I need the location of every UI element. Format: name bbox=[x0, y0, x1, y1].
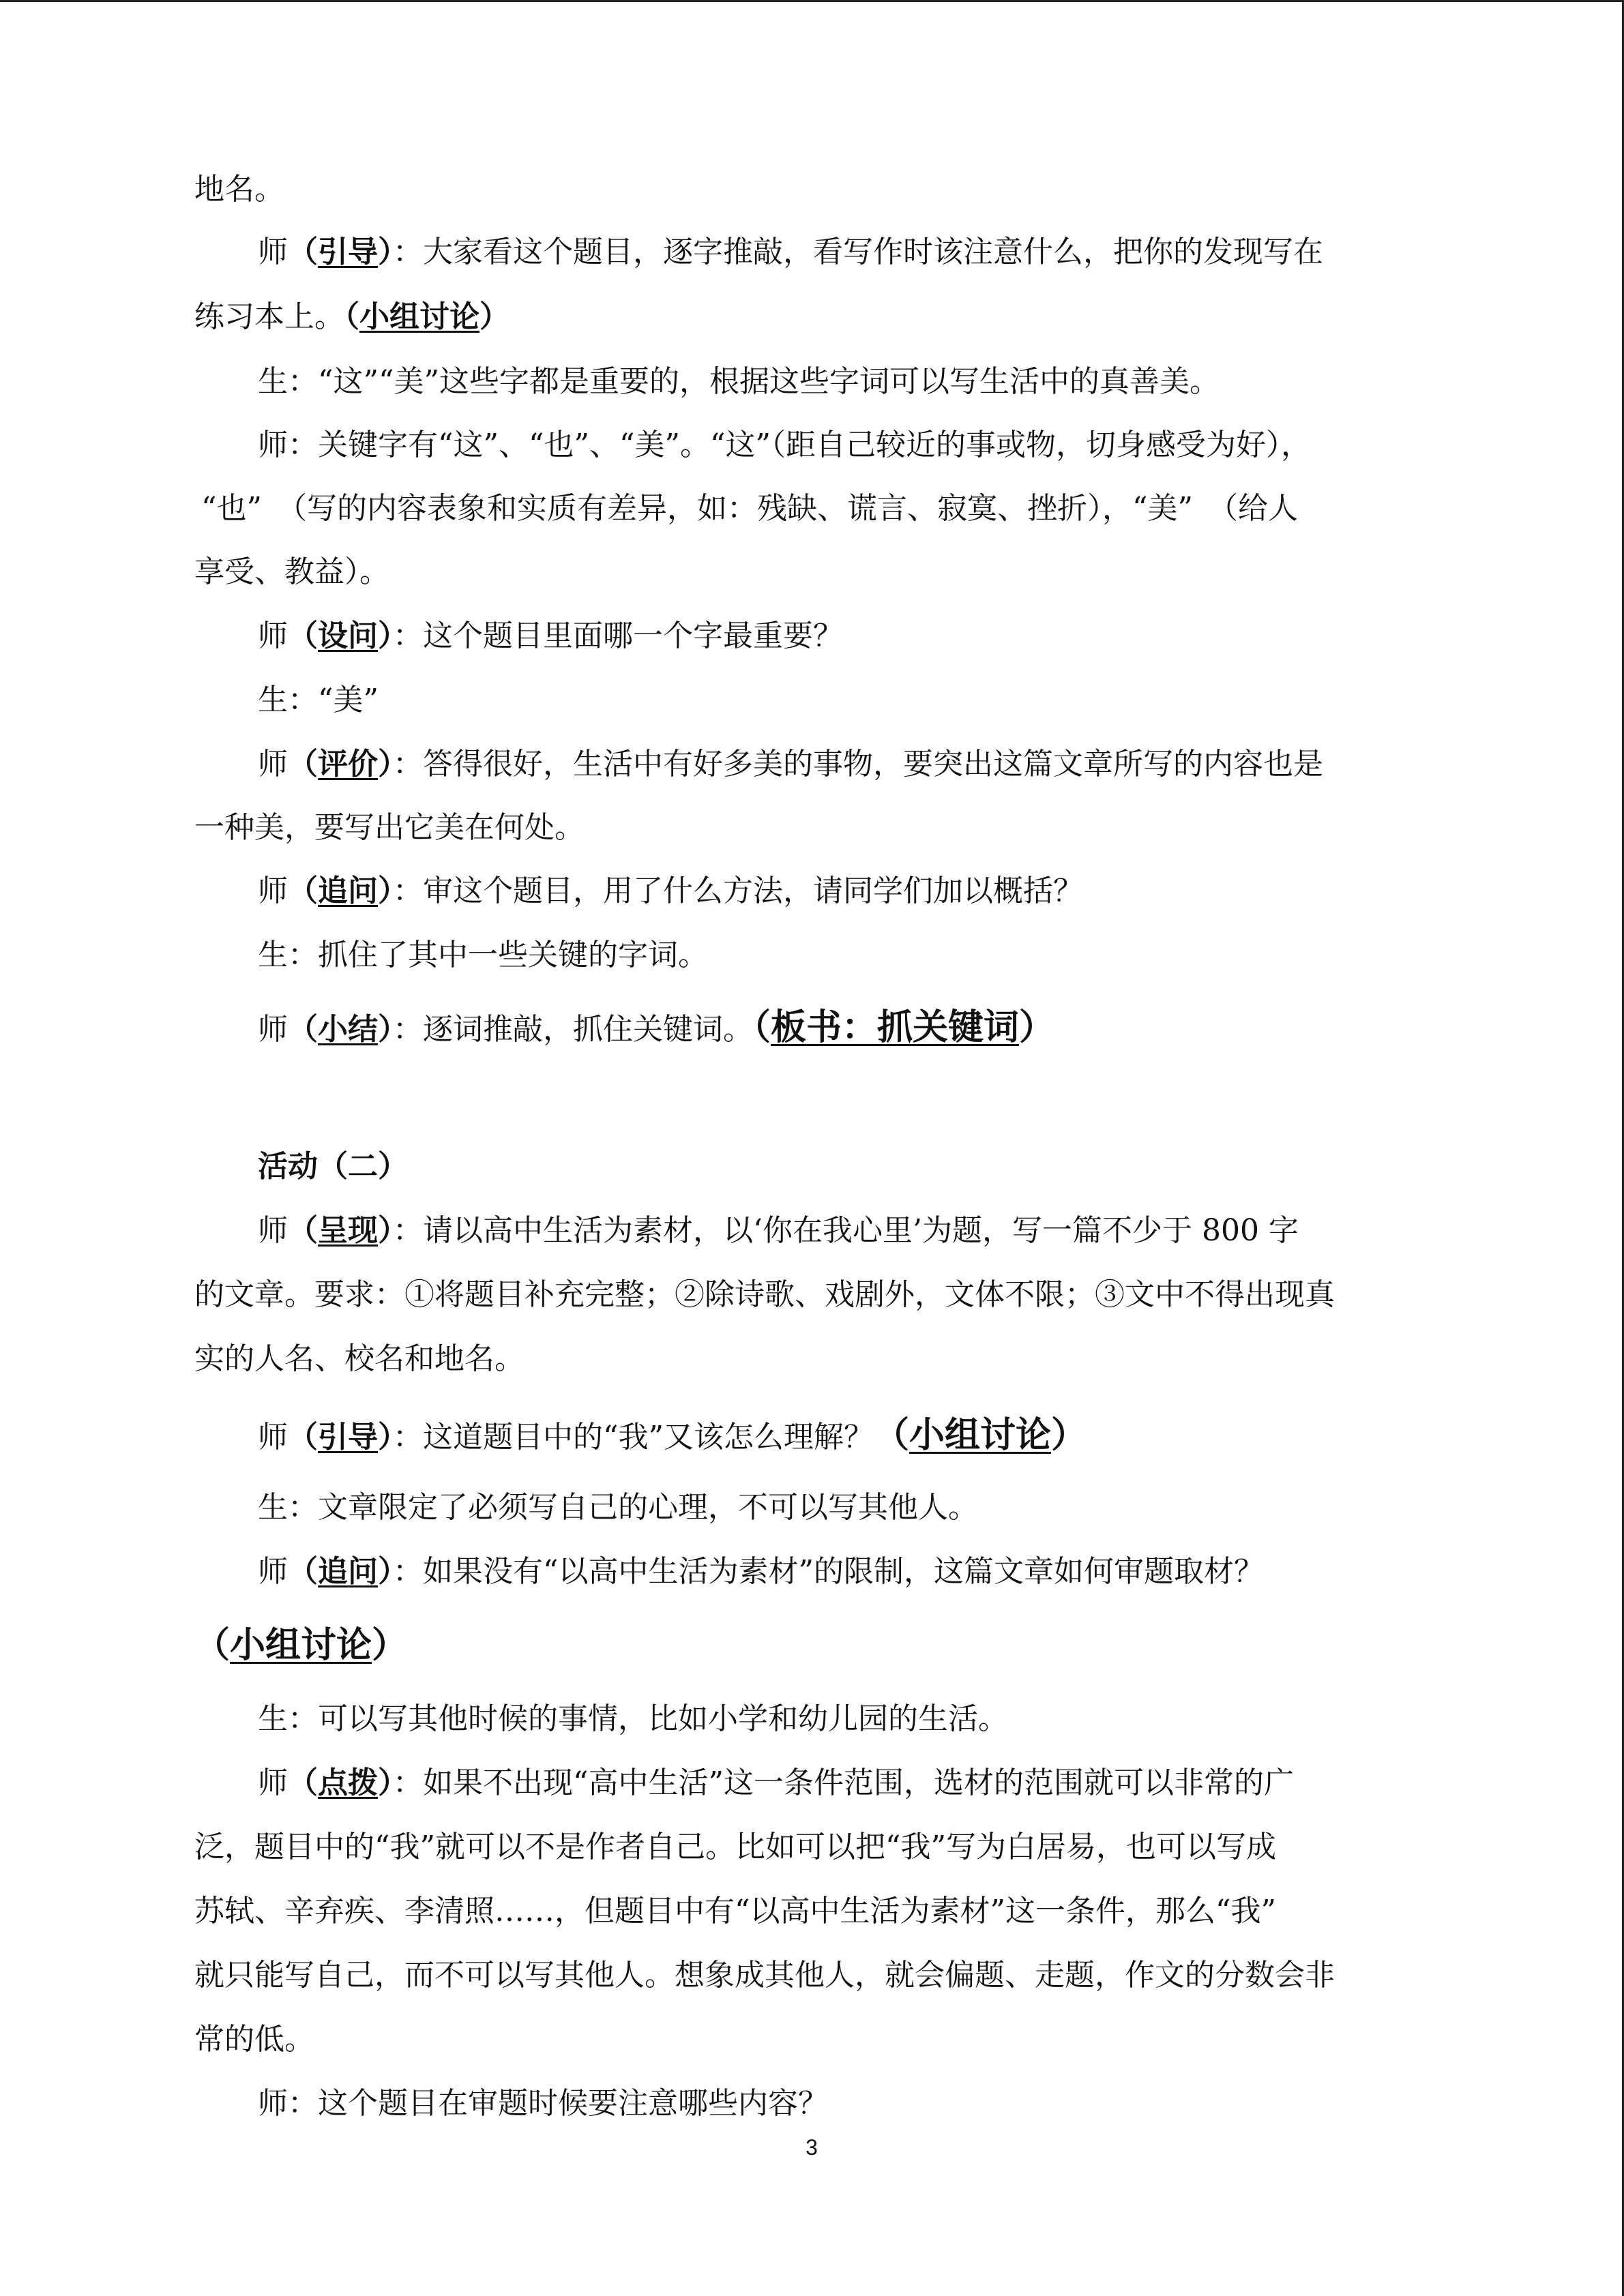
page-number: 3 bbox=[806, 2135, 818, 2160]
tag-hint: 点拨 bbox=[318, 1765, 378, 1800]
tag-present: 呈现 bbox=[318, 1213, 378, 1248]
teacher-line-guide: 师（引导）：这道题目中的“我”又该怎么理解？（小组讨论） bbox=[258, 1414, 1087, 1456]
group-discussion-line: （小组讨论） bbox=[194, 1624, 408, 1666]
text-line: 练习本上。（小组讨论） bbox=[194, 299, 510, 334]
tag-guide: 引导 bbox=[318, 1420, 378, 1455]
teacher-line-guide: 师（引导）：大家看这个题目，逐字推敲，看写作时该注意什么，把你的发现写在 bbox=[258, 235, 1323, 269]
tag-question: 设问 bbox=[318, 618, 378, 653]
tag-followup: 追问 bbox=[318, 874, 378, 908]
tag-group-discussion: 小组讨论 bbox=[909, 1414, 1052, 1456]
teacher-line: 师：关键字有“这”、“也”、“美”。“这”（距自己较近的事或物，切身感受为好）， bbox=[258, 428, 1311, 462]
tag-followup: 追问 bbox=[318, 1554, 378, 1589]
text-line: 泛，题目中的“我”就可以不是作者自己。比如可以把“我”写为白居易，也可以写成 bbox=[194, 1830, 1276, 1864]
section-heading: 活动（二） bbox=[258, 1149, 408, 1184]
tag-group-discussion: 小组讨论 bbox=[359, 299, 479, 334]
teacher-line-present: 师（呈现）：请以高中生活为素材，以‘你在我心里’为题，写一篇不少于 800 字 bbox=[258, 1213, 1299, 1248]
student-line: 生：可以写其他时候的事情，比如小学和幼儿园的生活。 bbox=[258, 1701, 1008, 1736]
text-line: “也” （写的内容表象和实质有差异，如：残缺、谎言、寂寞、挫折），“美” （给人 bbox=[201, 491, 1298, 526]
text-line: 苏轼、辛弃疾、李清照……，但题目中有“以高中生活为素材”这一条件，那么“我” bbox=[194, 1894, 1276, 1928]
tag-evaluate: 评价 bbox=[318, 747, 378, 781]
tag-guide: 引导 bbox=[318, 235, 378, 269]
teacher-line-summary: 师（小结）：逐词推敲，抓住关键词。（板书：抓关键词） bbox=[258, 1007, 1055, 1048]
text-line: 享受、教益）。 bbox=[194, 554, 389, 589]
tag-blackboard: 板书：抓关键词 bbox=[771, 1007, 1020, 1048]
teacher-line-followup: 师（追问）：如果没有“以高中生活为素材”的限制，这篇文章如何审题取材？ bbox=[258, 1554, 1264, 1589]
teacher-line-question: 师（设问）：这个题目里面哪一个字最重要？ bbox=[258, 618, 843, 653]
text-line: 常的低。 bbox=[194, 2022, 314, 2057]
text-line: 的文章。要求：①将题目补充完整；②除诗歌、戏剧外，文体不限；③文中不得出现真 bbox=[194, 1277, 1335, 1312]
tag-group-discussion: 小组讨论 bbox=[230, 1624, 372, 1666]
student-line: 生：“美” bbox=[258, 683, 379, 717]
tag-summary: 小结 bbox=[318, 1012, 378, 1047]
student-line: 生：文章限定了必须写自己的心理，不可以写其他人。 bbox=[258, 1490, 978, 1525]
teacher-line-followup: 师（追问）：审这个题目，用了什么方法，请同学们加以概括？ bbox=[258, 874, 1083, 908]
text-line: 一种美，要写出它美在何处。 bbox=[194, 810, 585, 845]
student-line: 生：“这”“美”这些字都是重要的，根据这些字词可以写生活中的真善美。 bbox=[258, 364, 1220, 399]
teacher-line-hint: 师（点拨）：如果不出现“高中生活”这一条件范围，选材的范围就可以非常的广 bbox=[258, 1765, 1294, 1800]
text-line: 实的人名、校名和地名。 bbox=[194, 1341, 525, 1376]
teacher-line-evaluate: 师（评价）：答得很好，生活中有好多美的事物，要突出这篇文章所写的内容也是 bbox=[258, 747, 1323, 781]
student-line: 生：抓住了其中一些关键的字词。 bbox=[258, 938, 708, 972]
teacher-line: 师：这个题目在审题时候要注意哪些内容？ bbox=[258, 2086, 828, 2121]
text-line: 就只能写自己，而不可以写其他人。想象成其他人，就会偏题、走题，作文的分数会非 bbox=[194, 1958, 1335, 1993]
text-line: 地名。 bbox=[194, 172, 284, 207]
